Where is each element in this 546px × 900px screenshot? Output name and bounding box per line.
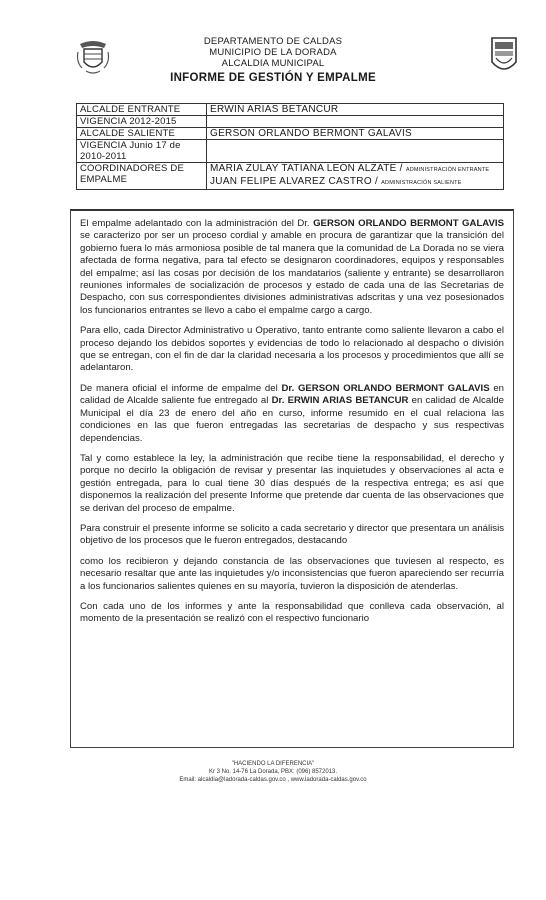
outgoing-mayor-value: GERSON ORLANDO BERMONT GALAVIS bbox=[207, 128, 504, 140]
table-row bbox=[77, 140, 504, 163]
coordinator-outgoing-role: ADMINISTRACIÓN SALIENTE bbox=[381, 180, 462, 186]
document-body bbox=[80, 218, 504, 634]
paragraph: El empalme adelantado con la administración del Dr. GERSON ORLANDO BERMONT GALAVIS se caracterizo por ser un proceso cordial y amable en procura de garantizar que la transición del gobierno fuera lo más armoniosa posible de tal manera que la comunidad de La Dorada no se viera afectada de forma negativa, para tal efecto se designaron coordinadores, equipos y responsables del empalme; así las cosas por decisión de los mandatarios (saliente y entrante) se desarrollaron reuniones informales de socialización de procesos y estado de cada una de las Secretarias de Despacho, con sus correspondientes divisiones administrativas adscritas y una vez posesionados los funcionarios entrantes se llevo a cabo el empalme cargo a cargo. bbox=[80, 218, 504, 316]
paragraph: Para ello, cada Director Administrativo u Operativo, tanto entrante como saliente llevaron a cabo el proceso dejando los debidos soportes y evidencias de todo lo relacionado al despacho o división que se entregan, con el fin de dar la claridad necesaria a los procesos y procedimientos que allí se adelantaron. bbox=[80, 325, 504, 374]
table-row bbox=[77, 104, 504, 116]
footer-contact: Email: alcaldia@ladorada-caldas.gov.co , www.ladorada-caldas.gov.co bbox=[179, 777, 367, 783]
paragraph: como los recibieron y dejando constancia de las observaciones que tuviesen al respecto, es necesario resaltar que ante las inquietudes y/o inconsistencias que fueron apareciendo ser recurría a los funcionarios salientes quienes en su mayoría, tuvieron la disposición de atenderlas. bbox=[80, 555, 504, 592]
table-row bbox=[77, 163, 504, 190]
coordinators-value bbox=[207, 163, 504, 190]
coordinator-incoming-role: ADMINISTRACIÓN ENTRANTE bbox=[405, 167, 490, 173]
info-table bbox=[76, 103, 504, 190]
table-row bbox=[77, 128, 504, 140]
incoming-mayor-value: ERWIN ARIAS BETANCUR bbox=[207, 104, 504, 116]
paragraph: Tal y como establece la ley, la administración que recibe tiene la responsabilidad, el derecho y porque no decirlo la obligación de revisar y presentar las inquietudes y observaciones al acta e gestión entregada, para lo cual tiene 30 días después de la respectiva entrega; es así que disponemos la realización del presente Informe que pretende dar cuenta de las observaciones que se derivan del proceso de empalme. bbox=[80, 452, 504, 514]
paragraph: Para construir el presente informe se solicito a cada secretario y director que presentara un análisis objetivo de los procesos que le fueron entregados, destacando bbox=[80, 522, 504, 547]
department-line: DEPARTAMENTO DE CALDAS bbox=[203, 36, 343, 47]
paragraph: De manera oficial el informe de empalme del Dr. GERSON ORLANDO BERMONT GALAVIS en calidad de Alcalde saliente fue entregado al Dr. ERWIN ARIAS BETANCUR en calidad de Alcalde Municipal el día 23 de enero del año en curso, informe resumido en el cual relaciona las condiciones en las que fueron entregadas las secretarias de despacho y sus respectivas dependencias. bbox=[80, 382, 504, 444]
municipality-line: MUNICIPIO DE LA DORADA bbox=[209, 47, 337, 58]
footer-address: Kr 3 No. 14-76 La Dorada, PBX: (096) 8572013. bbox=[208, 769, 338, 775]
footer-slogan: "HACIENDO LA DIFERENCIA" bbox=[231, 761, 315, 767]
coordinator-incoming-name: MARIA ZULAY TATIANA LEÓN ALZATE / bbox=[210, 163, 403, 174]
document-footer bbox=[0, 760, 546, 784]
incoming-mayor-label: ALCALDE ENTRANTE bbox=[77, 104, 207, 116]
incoming-term-value bbox=[207, 116, 504, 128]
coordinators-label: COORDINADORES DE EMPALME bbox=[77, 163, 207, 190]
table-row bbox=[77, 116, 504, 128]
mayoralty-line: ALCALDIA MUNICIPAL bbox=[221, 58, 325, 69]
incoming-term-label: VIGENCIA 2012-2015 bbox=[77, 116, 207, 128]
outgoing-mayor-label: ALCALDE SALIENTE bbox=[77, 128, 207, 140]
coordinator-outgoing-name: JUAN FELIPE ALVAREZ CASTRO / bbox=[210, 176, 379, 187]
document-title: INFORME DE GESTIÓN Y EMPALME bbox=[170, 72, 376, 84]
paragraph: Con cada uno de los informes y ante la responsabilidad que conlleva cada observación, al momento de la presentación se realizó con el respectivo funcionario bbox=[80, 600, 504, 625]
outgoing-term-label: VIGENCIA Junio 17 de 2010-2011 bbox=[77, 140, 207, 163]
document-header bbox=[0, 36, 546, 85]
outgoing-term-value bbox=[207, 140, 504, 163]
